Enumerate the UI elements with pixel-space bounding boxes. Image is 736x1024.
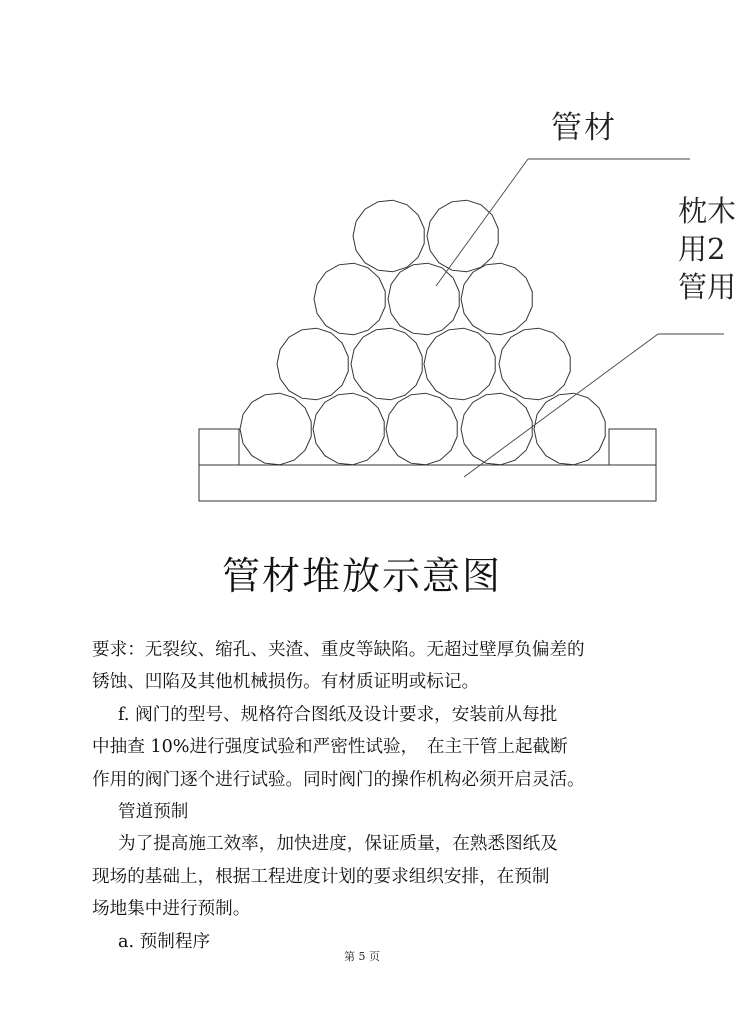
body-line: f. 阀门的型号、规格符合图纸及设计要求，安装前从每批 xyxy=(118,704,558,725)
pipe-cross-section xyxy=(388,263,459,335)
body-line: 场地集中进行预制。 xyxy=(92,899,251,920)
pipe-cross-section xyxy=(499,328,570,400)
side-block-left xyxy=(199,429,239,465)
body-line: 现场的基础上，根据工程进度计划的要求组织安排，在预制 xyxy=(92,866,550,887)
side-block-right xyxy=(609,429,656,465)
body-line: a. 预制程序 xyxy=(118,931,211,952)
pipe-cross-section xyxy=(240,393,311,465)
document-body xyxy=(92,634,652,958)
sleeper-leader-line xyxy=(464,334,658,477)
sleeper-label-line: 用2 xyxy=(678,232,726,266)
pipe-cross-section xyxy=(427,200,498,272)
body-line: 锈蚀、凹陷及其他机械损伤。有材质证明或标记。 xyxy=(92,672,480,693)
body-line: 要求：无裂纹、缩孔、夹渣、重皮等缺陷。无超过壁厚负偏差的 xyxy=(92,640,585,660)
pipe-cross-section xyxy=(534,393,605,465)
pipe-cross-section xyxy=(277,328,348,400)
body-line: 为了提高施工效率，加快进度，保证质量，在熟悉图纸及 xyxy=(118,834,558,855)
sleeper-label xyxy=(678,192,736,306)
pipe-cross-section xyxy=(461,263,532,335)
pipe-cross-section xyxy=(461,393,532,465)
diagram-title: 管材堆放示意图 xyxy=(221,554,502,598)
pipe-cross-section xyxy=(353,200,424,272)
section-heading: 管道预制 xyxy=(118,802,189,823)
pipe-label: 管材 xyxy=(551,110,617,146)
sleeper-label-line: 管用 xyxy=(678,270,736,304)
body-line: 作用的阀门逐个进行试验。同时阀门的操作机构必须开启灵活。 xyxy=(92,769,585,790)
pipe-cross-section xyxy=(424,328,495,400)
body-line: 中抽查 10%进行强度试验和严密性试验， 在主干管上起截断 xyxy=(92,737,568,758)
pipe-stacking-diagram xyxy=(0,0,724,520)
page-number: 第 5 页 xyxy=(344,950,380,963)
pipe-cross-section xyxy=(314,263,385,335)
pipe-cross-section xyxy=(351,328,422,400)
pipe-cross-section xyxy=(386,393,457,465)
base-timber xyxy=(199,465,656,501)
pipe-cross-section xyxy=(313,393,384,465)
sleeper-label-line: 枕木 xyxy=(678,194,736,228)
